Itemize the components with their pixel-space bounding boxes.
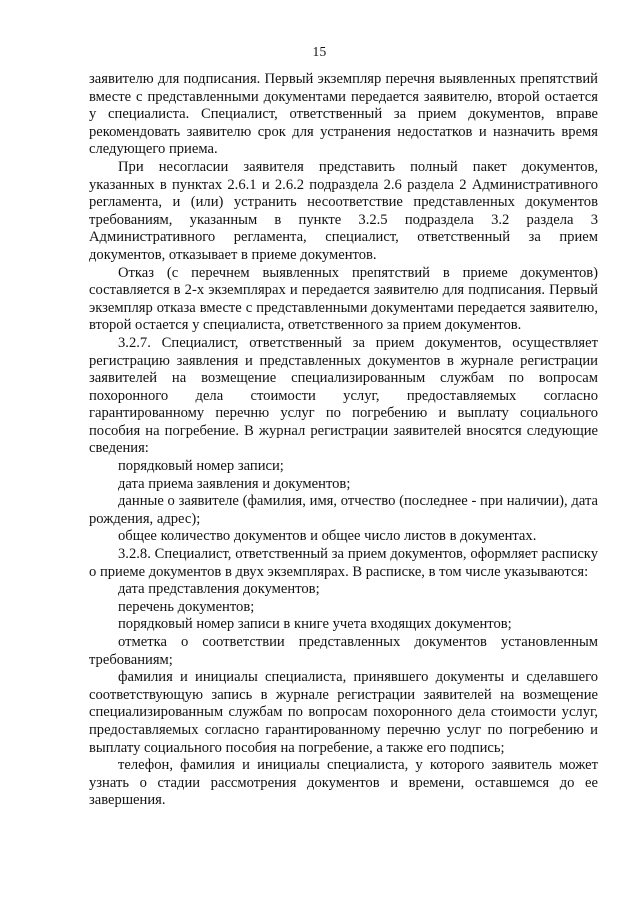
list-item: данные о заявителе (фамилия, имя, отчество (последнее - при наличии), дата рождения, адрес); bbox=[89, 493, 598, 527]
paragraph-refusal-document: Отказ (с перечнем выявленных препятствий в приеме документов) составляется в 2-х экземплярах и передается заявителю для подписания. Первый экземпляр отказа вместе с представленными документами передается заявителю, второй остается у специалиста, ответственного за прием документов. bbox=[89, 264, 598, 334]
paragraph-clause-3-2-7: 3.2.7. Специалист, ответственный за прием документов, осуществляет регистрацию заявления и представленных документов в журнале регистрации заявителей на возмещение специализированным службам по вопросам похоронного дела стоимости услуг, предоставляемых согласно гарантированному перечню услуг по погребению и выплату социального пособия на погребение. В журнал регистрации заявителей вносятся следующие сведения: bbox=[89, 334, 598, 457]
list-item: отметка о соответствии представленных документов установленным требованиям; bbox=[89, 634, 598, 668]
paragraph-clause-3-2-8: 3.2.8. Специалист, ответственный за прием документов, оформляет расписку о приеме документов в двух экземплярах. В расписке, в том числе указываются: bbox=[89, 546, 598, 580]
page-number: 15 bbox=[312, 44, 327, 59]
list-item: телефон, фамилия и инициалы специалиста, у которого заявитель может узнать о стадии рассмотрения документов и времени, оставшемся до ее завершения. bbox=[89, 757, 598, 809]
list-item: фамилия и инициалы специалиста, принявшего документы и сделавшего соответствующую запись в журнале регистрации заявителей на возмещение специализированным службам по вопросам похоронного дела стоимости услуг, предоставляемых согласно гарантированному перечню услуг по погребению и выплату социального пособия на погребение, а также его подпись; bbox=[89, 669, 598, 756]
paragraph-continuation: заявителю для подписания. Первый экземпляр перечня выявленных препятствий вместе с представленными документами передается заявителю, второй остается у специалиста. Специалист, ответственный за прием документов, вправе рекомендовать заявителю срок для устранения недостатков и назначить время следующего приема. bbox=[89, 71, 598, 158]
list-item: перечень документов; bbox=[118, 598, 255, 615]
list-item: порядковый номер записи в книге учета входящих документов; bbox=[118, 616, 512, 633]
paragraph-refusal-conditions: При несогласии заявителя представить полный пакет документов, указанных в пунктах 2.6.1 и 2.6.2 подраздела 2.6 раздела 2 Административного регламента, и (или) устранить несоответствие представленных документов требованиям, указанным в пункте 3.2.5 подраздела 3.2 раздела 3 Административного регламента, специалист, ответственный за прием документов, отказывает в приеме документов. bbox=[89, 158, 598, 263]
list-item: порядковый номер записи; bbox=[118, 458, 284, 475]
document-body bbox=[89, 71, 598, 810]
list-item: общее количество документов и общее число листов в документах. bbox=[118, 528, 537, 545]
list-item: дата приема заявления и документов; bbox=[118, 475, 351, 492]
list-item: дата представления документов; bbox=[118, 581, 320, 598]
